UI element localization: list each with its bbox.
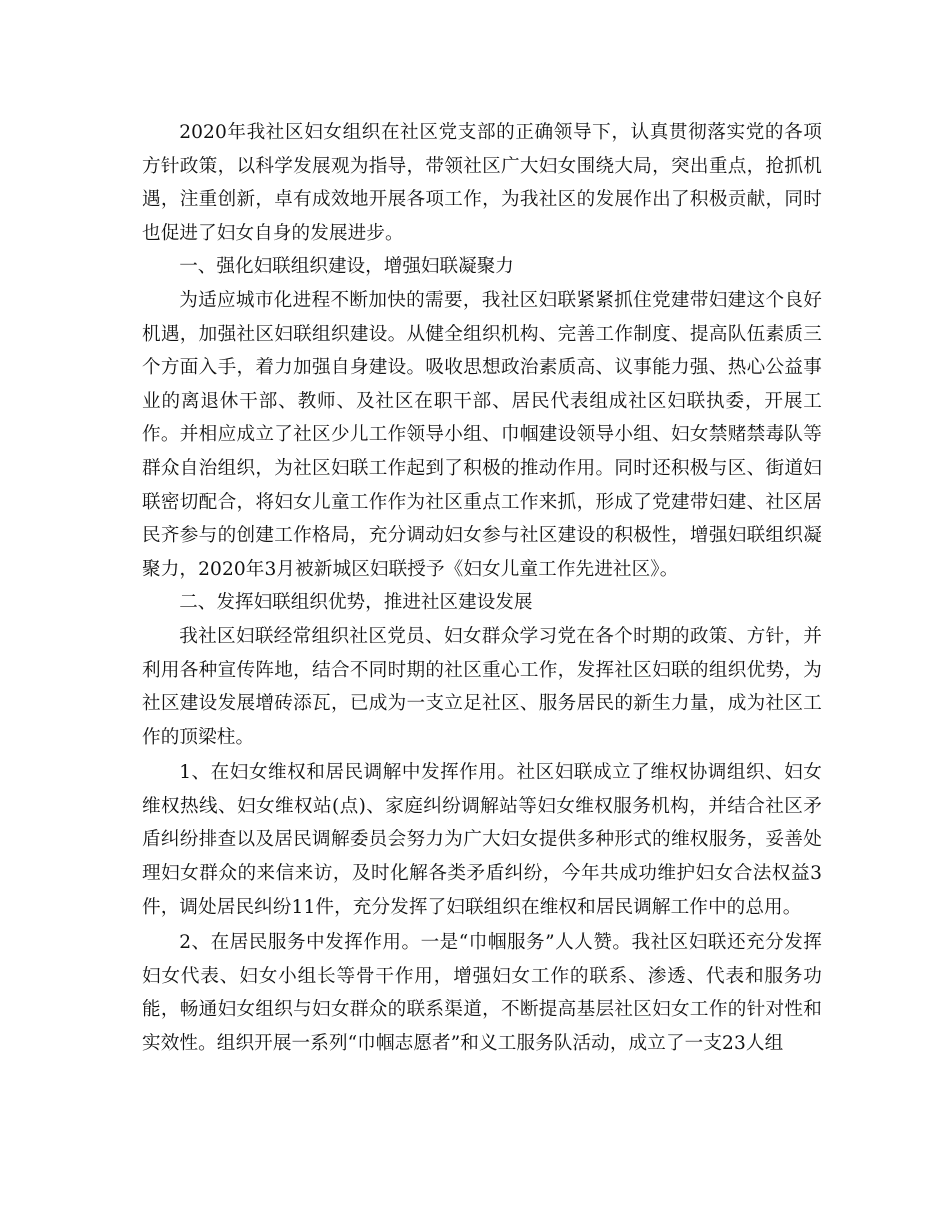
document-body: [142, 116, 822, 1061]
section-2-paragraph: 我社区妇联经常组织社区党员、妇女群众学习党在各个时期的政策、方针，并利用各种宣传阵地，结合不同时期的社区重心工作，发挥社区妇联的组织优势，为社区建设发展增砖添瓦，已成为一支立足社区、服务居民的新生力量，成为社区工作的顶梁柱。: [142, 625, 822, 748]
item-1-paragraph: 1、在妇女维权和居民调解中发挥作用。社区妇联成立了维权协调组织、妇女维权热线、妇女维权站(点)、家庭纠纷调解站等妇女维权服务机构，并结合社区矛盾纠纷排查以及居民调解委员会努力为广大妇女提供多种形式的维权服务，妥善处理妇女群众的来信来访，及时化解各类矛盾纠纷，今年共成功维护妇女合法权益3件，调处居民纠纷11件，充分发挥了妇联组织在维权和居民调解工作中的总用。: [142, 762, 822, 918]
section-heading-2: 二、发挥妇联组织优势，推进社区建设发展: [179, 592, 533, 614]
section-heading-1: 一、强化妇联组织建设，增强妇联凝聚力: [179, 256, 514, 278]
intro-paragraph: 2020年我社区妇女组织在社区党支部的正确领导下，认真贯彻落实党的各项方针政策，以科学发展观为指导，带领社区广大妇女围绕大局，突出重点，抢抓机遇，注重创新，卓有成效地开展各项工作，为我社区的发展作出了积极贡献，同时也促进了妇女自身的发展进步。: [142, 122, 822, 244]
item-2-paragraph: 2、在居民服务中发挥作用。一是“巾帼服务”人人赞。我社区妇联还充分发挥妇女代表、妇女小组长等骨干作用，增强妇女工作的联系、渗透、代表和服务功能，畅通妇女组织与妇女群众的联系渠道，不断提高基层社区妇女工作的针对性和实效性。组织开展一系列“巾帼志愿者”和义工服务队活动，成立了一支23人组: [142, 932, 822, 1055]
section-1-paragraph: 为适应城市化进程不断加快的需要，我社区妇联紧紧抓住党建带妇建这个良好机遇，加强社区妇联组织建设。从健全组织机构、完善工作制度、提高队伍素质三个方面入手，着力加强自身建设。吸收思想政治素质高、议事能力强、热心公益事业的离退休干部、教师、及社区在职干部、居民代表组成社区妇联执委，开展工作。并相应成立了社区少儿工作领导小组、巾帼建设领导小组、妇女禁赌禁毒队等群众自治组织，为社区妇联工作起到了积极的推动作用。同时还积极与区、街道妇联密切配合，将妇女儿童工作作为社区重点工作来抓，形成了党建带妇建、社区居民齐参与的创建工作格局，充分调动妇女参与社区建设的积极性，增强妇联组织凝聚力，2020年3月被新城区妇联授予《妇女儿童工作先进社区》。: [142, 289, 822, 580]
